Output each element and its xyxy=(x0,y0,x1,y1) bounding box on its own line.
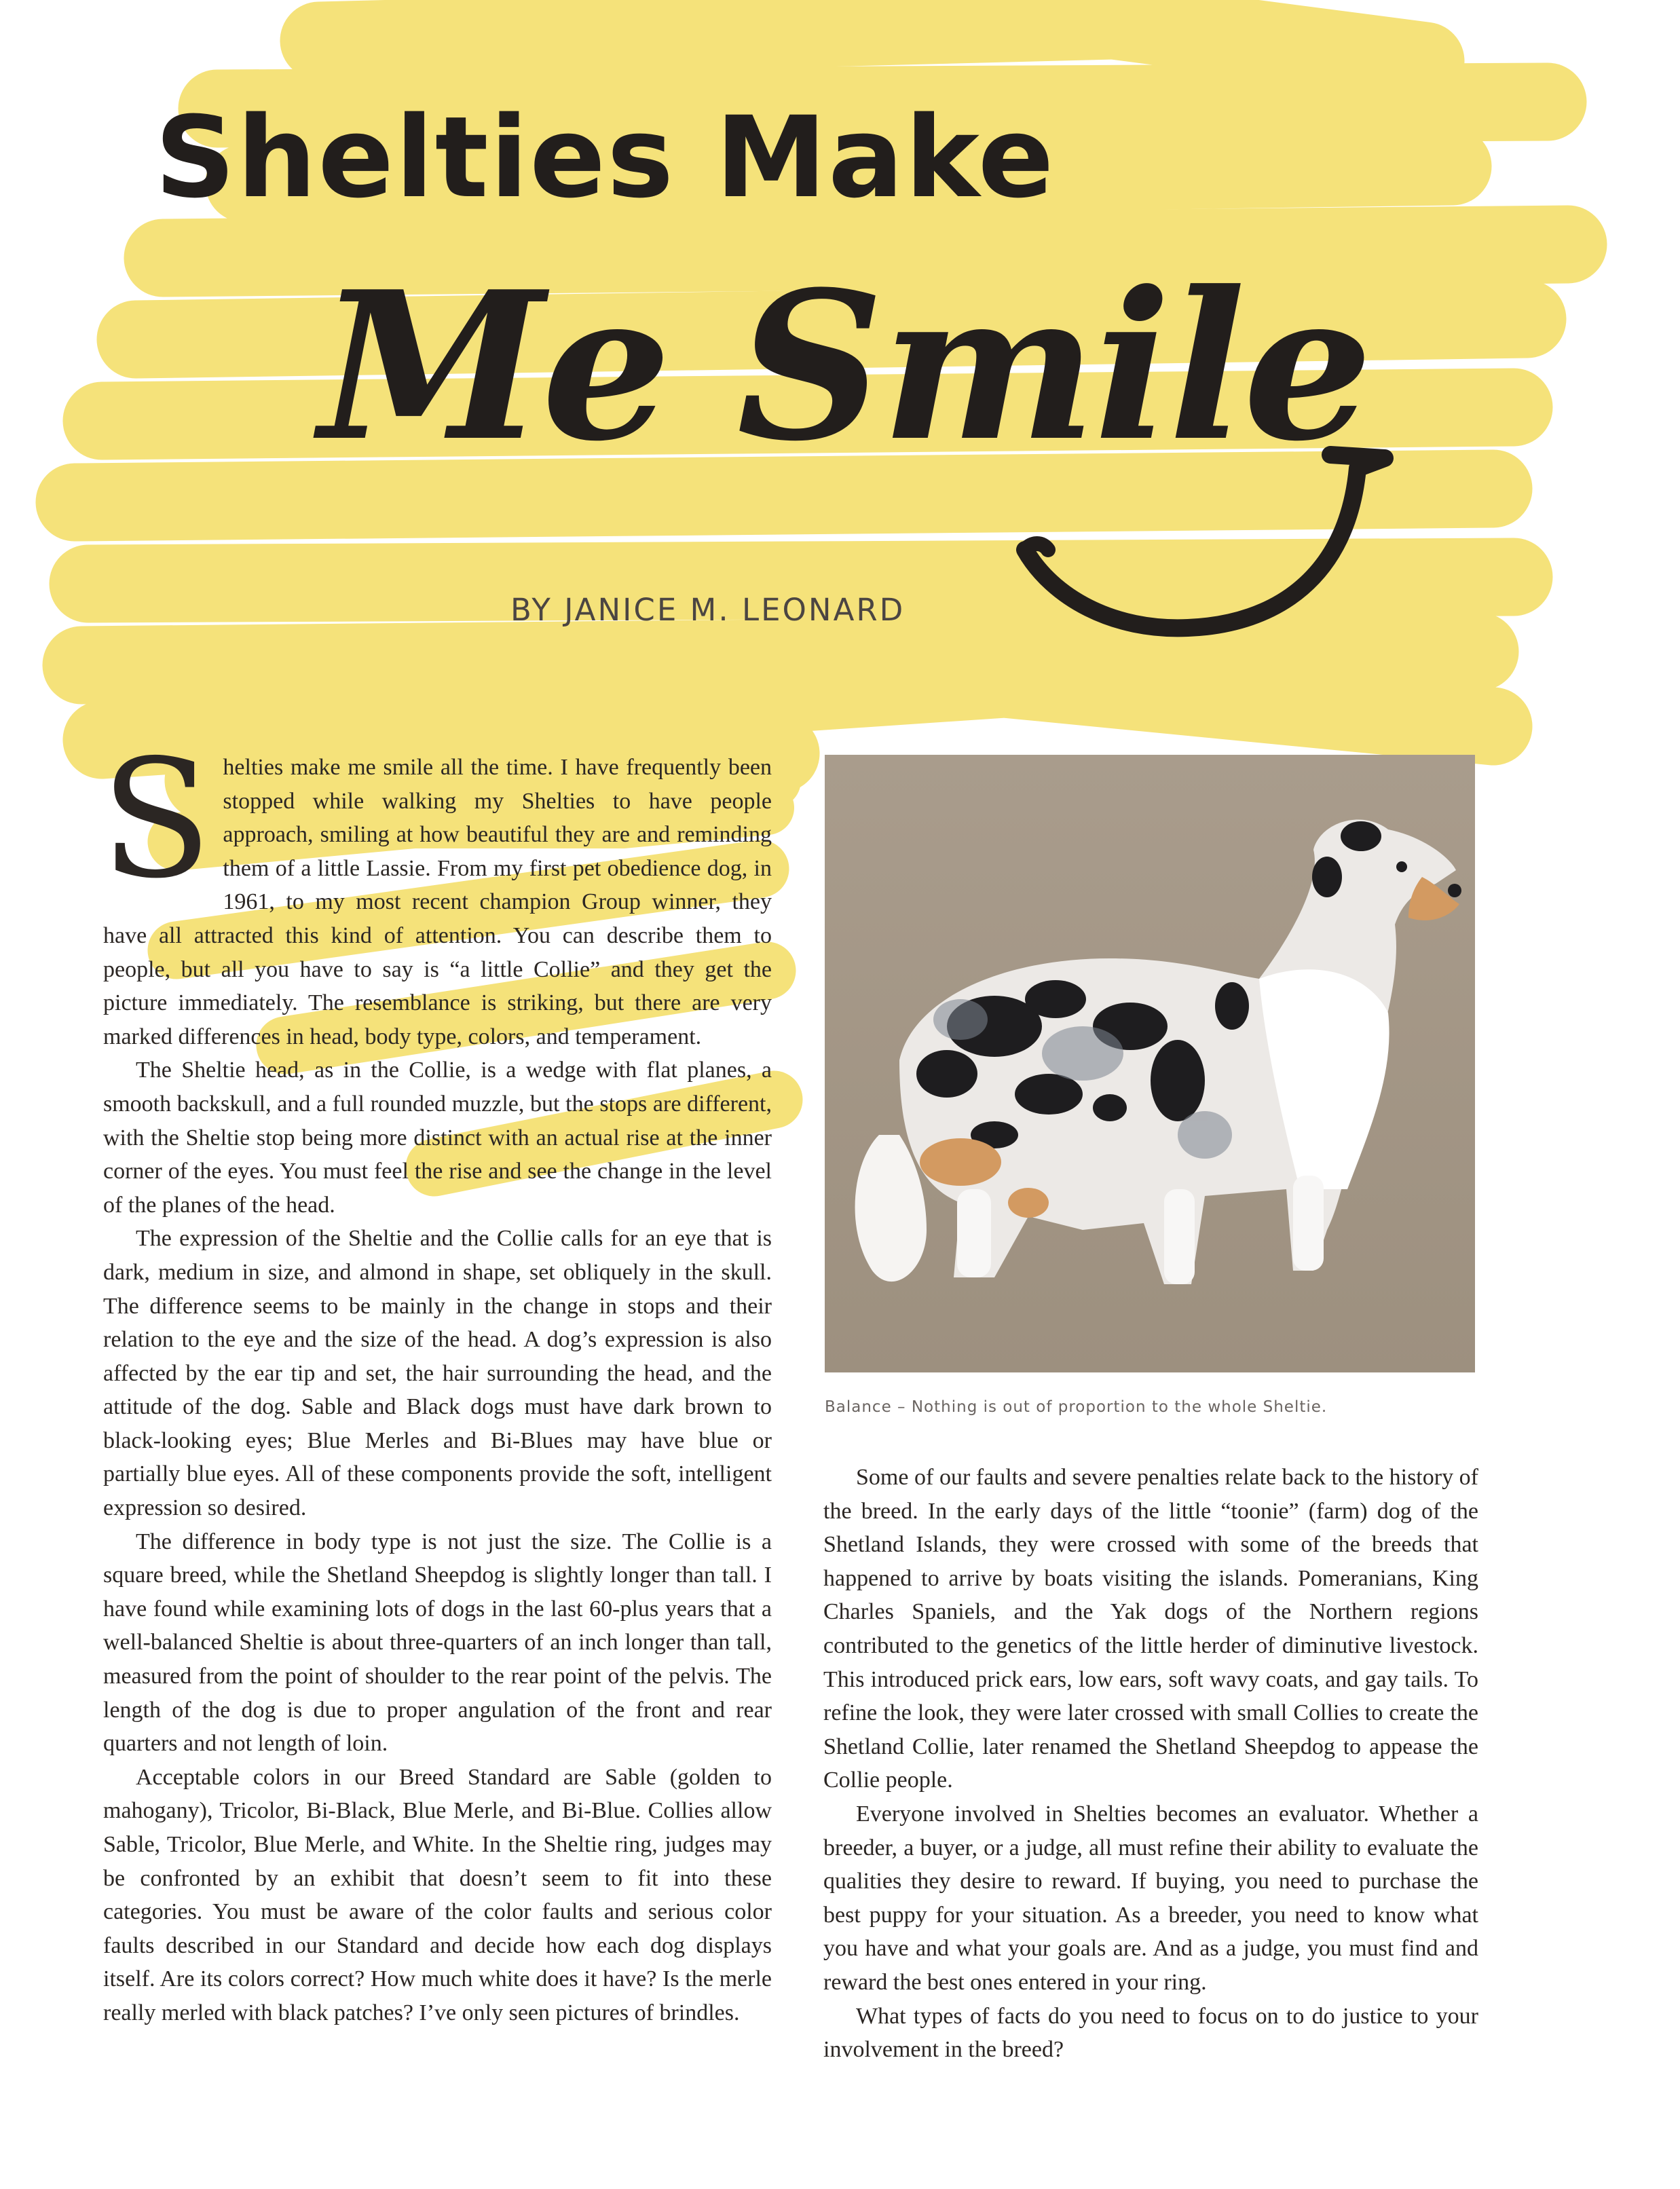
paragraph: The expression of the Sheltie and the Collie calls for an eye that is dark, medium in size, and almond in shape, set obliquely in the skull. The difference seems to be mainly in the change in stops and their relation to the eye and the size of the head. A dog’s expression is also affected by the ear tip and set, the hair surrounding the head, and the attitude of the dog. Sable and Black dogs must have dark brown to black-looking eyes; Blue Merles and Bi-Blues may have blue or partially blue eyes. All of these components provide the soft, intelligent expression so desired. xyxy=(103,1226,772,1521)
paragraph-text: helties make me smile all the time. I have frequently been stopped while walking my Shelties to have people approach, smiling at how beautiful they are and reminding them of a little Lassie. From my first pet obedience dog, in 1961, to my most recent champion Group winner, they have all attracted this kind of attention. You can describe them to people, but all you have to say is “a little Collie” and they get the picture immediately. The resemblance is striking, but there are very marked differences in head, body type, colors, and temperament. xyxy=(103,755,772,1049)
headline-line-1: Shelties Make xyxy=(155,92,1056,223)
drop-cap: S xyxy=(100,724,212,914)
smile-swoosh-icon xyxy=(977,428,1412,652)
paragraph: Some of our faults and severe penalties relate back to the history of the breed. In the early days of the little “toonie” (farm) dog of the Shetland Islands, they were crossed with some of the breeds that happened to arrive by boats visiting the islands. Pomeranians, King Charles Spaniels, and the Yak dogs of the Northern regions contributed to the genetics of the little herder of diminutive livestock. This introduced prick ears, low ears, soft wavy coats, and gay tails. To refine the look, they were later crossed with small Collies to create the Shetland Collie, later renamed the Shetland Sheepdog to appease the Collie people. xyxy=(823,1465,1478,1793)
paragraph: Everyone involved in Shelties becomes an evaluator. Whether a breeder, a buyer, or a judge, all must refine their ability to evaluate the qualities they desire to reward. If buying, you need to purchase the best puppy for your situation. As a breeder, you need to know what you have and what your goals are. And as a judge, you must find and reward the best ones entered in your ring. xyxy=(823,1801,1478,1995)
article-right-column xyxy=(823,1461,1478,2067)
article-left-column xyxy=(100,724,772,2030)
byline: BY JANICE M. LEONARD xyxy=(510,592,906,628)
paragraph: Acceptable colors in our Breed Standard are Sable (golden to mahogany), Tricolor, Bi-Black, Blue Merle, and Bi-Blue. Collies allow Sable, Tricolor, Blue Merle, and White. In the Sheltie ring, judges may be confronted by an exhibit that doesn’t seem to fit into these categories. You must be aware of the color faults and serious color faults described in our Standard and decide how each dog displays itself. Are its colors correct? How much white does it have? Is the merle really merled with black patches? I’ve only seen pictures of brindles. xyxy=(103,1764,772,2025)
paragraph: The difference in body type is not just the size. The Collie is a square breed, while the Shetland Sheepdog is slightly longer than tall. I have found while examining lots of dogs in the last 60-plus years that a well-balanced Sheltie is about three-quarters of an inch longer than tall, measured from the point of shoulder to the rear point of the pelvis. The length of the dog is due to proper angulation of the front and rear quarters and not length of loin. xyxy=(103,1529,772,1757)
sheltie-photo xyxy=(825,755,1475,1372)
headline-line-2: Me Smile xyxy=(319,246,1370,486)
paragraph xyxy=(100,724,772,1053)
paragraph: What types of facts do you need to focus on to do justice to your involvement in the breed? xyxy=(823,2003,1478,2063)
paragraph: The Sheltie head, as in the Collie, is a wedge with flat planes, a smooth backskull, and a full rounded muzzle, but the stops are different, with the Sheltie stop being more distinct with an actual rise at the inner corner of the eyes. You must feel the rise and see the change in the level of the planes of the head. xyxy=(103,1058,772,1218)
photo-caption: Balance – Nothing is out of proportion to the whole Sheltie. xyxy=(825,1398,1328,1416)
